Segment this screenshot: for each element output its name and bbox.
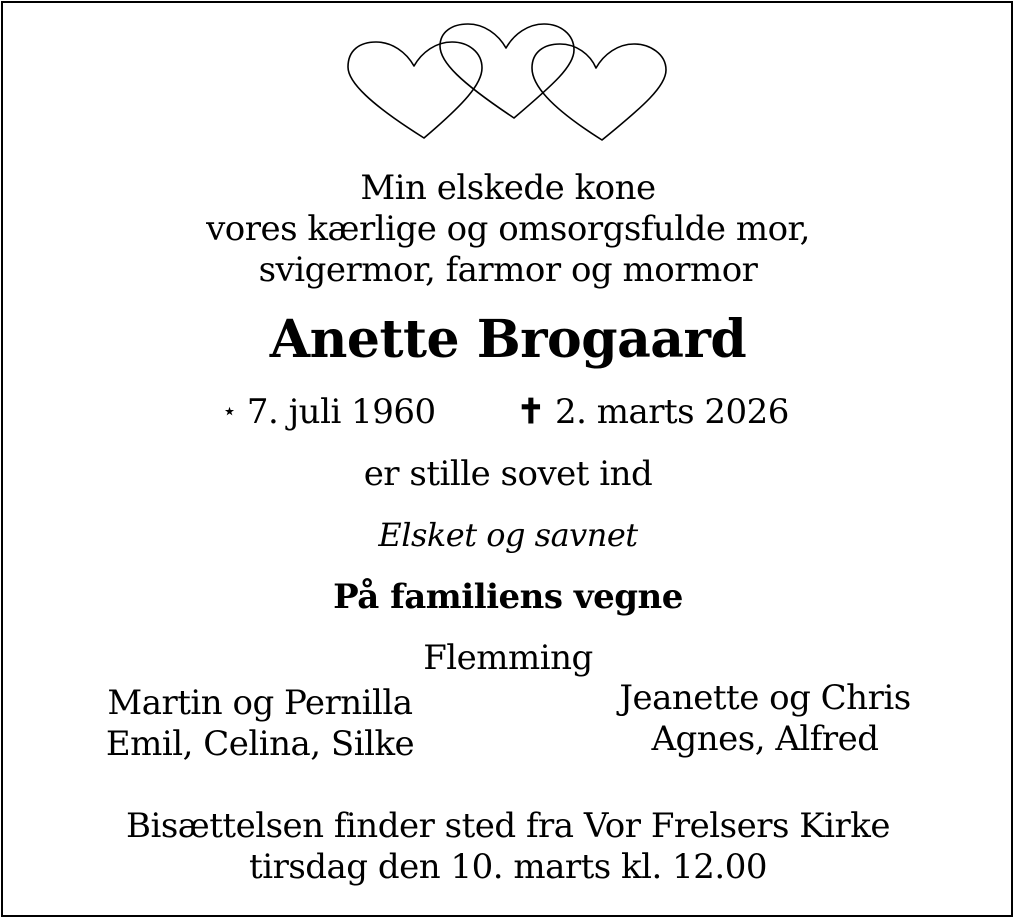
- three-hearts-icon: [340, 22, 674, 144]
- sleep-text: er stille sovet ind: [363, 454, 653, 494]
- family-right-line-1: Jeanette og Chris: [619, 678, 911, 718]
- ceremony-info: [0, 806, 1016, 888]
- ceremony-line-2: tirsdag den 10. marts kl. 12.00: [249, 847, 767, 887]
- death-date-group: [517, 392, 789, 432]
- intro-line-2: vores kærlige og omsorgsfulde mor,: [206, 209, 810, 249]
- intro-text: [0, 168, 1016, 291]
- family-left-line-2: Emil, Celina, Silke: [105, 724, 415, 764]
- family-group-left: [60, 683, 460, 765]
- family-right-line-2: Agnes, Alfred: [651, 719, 879, 759]
- intro-line-1: Min elskede kone: [360, 168, 656, 208]
- family-left-line-1: Martin og Pernilla: [107, 683, 413, 723]
- cross-icon: ✝: [516, 392, 545, 432]
- life-dates: [0, 390, 1016, 437]
- intro-line-3: svigermor, farmor og mormor: [258, 250, 758, 290]
- star-icon: ⋆: [222, 397, 237, 425]
- birth-date-group: [222, 392, 436, 432]
- birth-date: 7. juli 1960: [246, 392, 436, 432]
- loved-text: Elsket og savnet: [378, 516, 638, 554]
- family-group-right: [560, 678, 970, 760]
- behalf-heading: På familiens vegne: [333, 577, 683, 617]
- deceased-name: Anette Brogaard: [269, 309, 747, 370]
- death-date: 2. marts 2026: [554, 392, 789, 432]
- ceremony-line-1: Bisættelsen finder sted fra Vor Frelsers Kirke: [125, 806, 890, 846]
- spouse-name: Flemming: [423, 638, 593, 678]
